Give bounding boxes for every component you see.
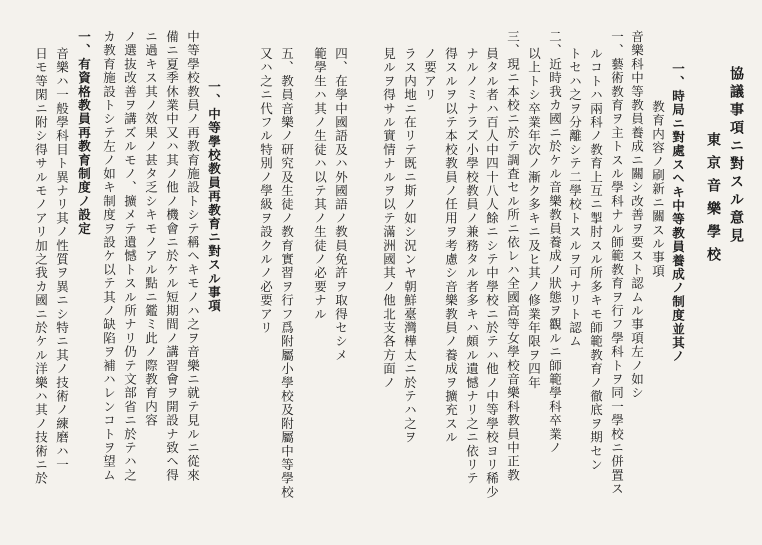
text-column-7: 二、近時我カ國ニ於ケル音樂教員養成ノ狀態ヲ觀ルニ師範學科卒業ノ bbox=[547, 30, 563, 455]
text-column-28: 日モ等閑ニ附シ得サルモノアリ加之我カ國ニ於ケル洋樂ハ其ノ技術ニ於 bbox=[33, 47, 49, 486]
text-column-9: 三、現ニ本校ニ於テ調査セル所ニ依レハ全國高等女學校音樂科教員中正教 bbox=[505, 30, 521, 483]
text-column-17: 範學生ハ其ノ生徒ハ以テ其ノ生徒ノ必要ナル bbox=[312, 47, 328, 321]
text-column-22: 備ニ夏季休業中又ハ其ノ他ノ機會ニ於ケル短期間ノ講習會ヲ開設ナ致ヘ得 bbox=[164, 30, 180, 483]
text-column-6: トセハ之ヲ分離シテ二學校トスルヲ可ナリト認ム bbox=[567, 47, 583, 349]
text-column-20: 一、中等學校教員再教育ニ對スル事項 bbox=[206, 80, 222, 313]
text-column-13: ノ要アリ bbox=[422, 47, 438, 102]
text-column-21: 中等學校教員ノ再教育施設トシテ稱ヘキモノハ之ヲ音樂ニ就テ見ルニ從來 bbox=[185, 30, 201, 483]
text-column-25: カ教育施設トシテ左ノ如キ制度ヲ設ケ以テ其ノ缺陷ヲ補ハレンコトヲ望ム bbox=[101, 30, 117, 483]
text-column-14: ラス内地ニ在リテ既ニ斯ノ如シ況ンヤ朝鮮臺灣樺太ニ於テハ之ヲ bbox=[402, 47, 418, 445]
text-column-2: 教育内容ノ刷新ニ關スル事項 bbox=[650, 100, 666, 279]
text-column-3: 音樂科中等教員養成ニ關シ改善ヲ要スト認ムル事項左ノ如シ bbox=[629, 30, 645, 400]
text-column-19: 又ハ之ニ代フル特別ノ學級ヲ設クルノ必要アリ bbox=[258, 47, 274, 335]
text-column-15: 見ルヲ得サル實情ナルヲ以テ滿洲國其ノ他北支各方面ノ bbox=[381, 47, 397, 390]
text-column-5: ルコトハ兩科ノ教育上互ニ掣肘スル所多キモ師範教育ノ徹底ヲ期セン bbox=[588, 47, 604, 472]
text-column-18: 五、教員音樂ノ研究及生徒ノ教育實習ヲ行フ爲附屬小學校及附屬中等學校 bbox=[279, 47, 295, 500]
text-column-16: 四、在學中國語及ハ外國語ノ教員免許ヲ取得セシメ bbox=[333, 47, 349, 363]
document-title: 協議事項ニ對スル意見 bbox=[728, 66, 744, 246]
text-column-27: 音樂ハ一般學科目ト異ナリ其ノ性質ヲ異ニシ特ニ其ノ技術ノ練磨ハ一 bbox=[54, 47, 70, 472]
text-column-8: 以上トシ卒業年次ノ漸ク多キニ及ヒ其ノ修業年限ヲ四年 bbox=[526, 47, 542, 390]
text-column-10: 員タル者ハ百人中四十八人餘ニシテ中學校ニ於テハ他ノ中等學校ヨリ稀少 bbox=[484, 47, 500, 500]
text-column-24: ノ選抜改善ヲ講ズルモノ、擴メテ遺憾トスル所ナリ仍テ文部省ニ於テハ之 bbox=[122, 30, 138, 483]
text-column-23: ニ過キス其ノ效果ノ甚タ乏シキモノアル點ニ鑑ミ此ノ際教育内容 bbox=[143, 30, 159, 428]
text-column-1: 一、時局ニ對處スヘキ中等教員養成ノ制度並其ノ bbox=[670, 62, 686, 364]
text-column-12: 得スルヲ以テ本校教員ノ任用ヲ考慮シ音樂教員ノ養成ヲ擴充スル bbox=[443, 47, 459, 445]
text-column-26: 一、有資格教員再教育制度ノ設定 bbox=[76, 30, 92, 236]
institution-name: 東京音樂學校 bbox=[705, 132, 721, 270]
text-column-4: 一、藝術教育ヲ主トスル學科ナル師範教育ヲ行フ學科トヲ同一學校ニ併置ス bbox=[609, 30, 625, 496]
text-column-11: ナルノミナラズ小學校教員ノ兼務タル者多キハ頗ル遺憾ナリ之ニ依リテ bbox=[464, 47, 480, 486]
